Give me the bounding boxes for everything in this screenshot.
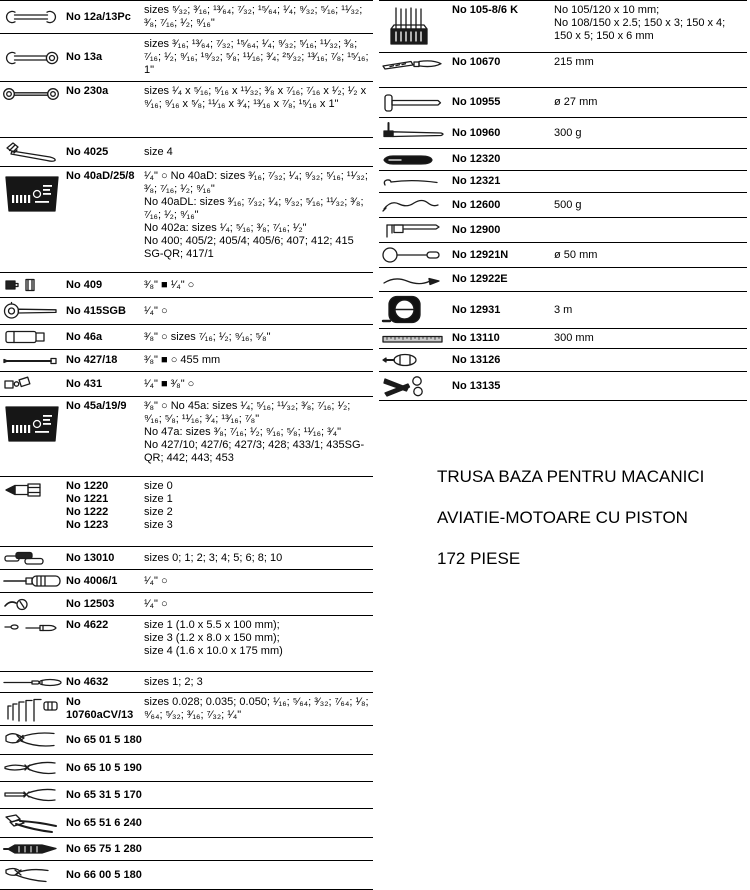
item-sizes: ³⁄₈" ○ No 45a: sizes ¹⁄₄; ⁵⁄₁₆; ¹¹⁄₃₂; ³⁄₈; ⁷⁄₁₆; ¹⁄₂; ⁹⁄₁₆; ⁵⁄₈; ¹¹⁄₁₆; ³⁄₄; ¹³⁄₁₆; ⁷⁄₈" <box>144 400 351 425</box>
drive-adapter-icon <box>0 276 66 294</box>
item-sizes: size 2 <box>144 506 173 518</box>
double-ring-wrench-icon <box>0 85 66 102</box>
item-number: No 66 00 5 180 <box>66 868 142 881</box>
scissors-icon <box>379 375 452 397</box>
item-sizes-cell <box>144 38 371 77</box>
catalog-row <box>0 397 373 477</box>
catalog-row <box>379 243 747 268</box>
item-number-cell <box>66 575 144 588</box>
item-sizes: sizes ⁵⁄₃₂; ³⁄₁₆; ¹³⁄₆₄; ⁷⁄₃₂; ¹⁵⁄₆₄; ¹⁄₄; ⁹⁄₃₂; ⁵⁄₁₆; ¹¹⁄₃₂; ³⁄₈; ⁷⁄₁₆; ¹⁄₂; ⁹⁄₁₆" <box>144 4 363 29</box>
item-number: No 431 <box>66 377 103 390</box>
item-sizes: ¹⁄₄" ○ No 40aD: sizes ³⁄₁₆; ⁷⁄₃₂; ¹⁄₄; ⁹⁄₃₂; ⁵⁄₁₆; ¹¹⁄₃₂; ³⁄₈; ⁷⁄₁₆; ¹⁄₂; ⁹⁄₁₆" <box>144 170 368 195</box>
item-sizes: ³⁄₈" ■ ¹⁄₄" ○ <box>144 278 195 291</box>
item-sizes-cell <box>554 96 745 109</box>
item-sizes: size 4 <box>144 145 173 158</box>
flat-nose-pliers-icon <box>0 785 66 805</box>
item-sizes-cell <box>144 146 371 159</box>
catalog-row <box>379 218 747 243</box>
item-number: No 12922E <box>452 273 508 285</box>
catalog-row <box>379 88 747 118</box>
item-sizes: 215 mm <box>554 56 594 68</box>
item-number-cell <box>66 843 144 856</box>
catalog-row <box>379 171 747 193</box>
item-sizes: No 47a: sizes ³⁄₈; ⁷⁄₁₆; ¹⁄₂; ⁹⁄₁₆; ⁵⁄₈; ¹¹⁄₁₆; ³⁄₄" <box>144 426 342 438</box>
catalog-row <box>0 138 373 167</box>
item-sizes-cell <box>144 85 371 111</box>
item-number-cell <box>66 331 144 344</box>
item-number-cell <box>66 676 144 689</box>
item-number-cell <box>66 696 144 722</box>
right-rows <box>379 0 747 401</box>
kit-note <box>437 468 704 591</box>
item-number-cell <box>66 146 144 159</box>
catalog-row <box>0 616 373 672</box>
catalog-row <box>379 329 747 349</box>
item-sizes: ¹⁄₄" ○ <box>144 574 168 587</box>
catalog-row <box>0 726 373 755</box>
catalog-row <box>0 167 373 273</box>
item-number: No 4632 <box>66 675 109 688</box>
item-number: No 13a <box>66 51 103 63</box>
note-piece-count: 172 PIESE <box>437 549 521 568</box>
item-number: No 13010 <box>66 551 115 564</box>
item-number: No 40aD/25/8 <box>66 170 135 182</box>
catalog-row <box>0 298 373 325</box>
inspection-mirror-icon <box>379 246 452 264</box>
universal-joint-icon <box>0 375 66 393</box>
catalog-row <box>0 809 373 838</box>
item-sizes: ø 50 mm <box>554 248 598 261</box>
catalog-row <box>0 34 373 82</box>
screwdriver-icon <box>0 573 66 589</box>
item-number-cell <box>452 96 554 109</box>
catalog-row <box>0 593 373 616</box>
item-number: No 409 <box>66 278 103 291</box>
item-sizes: sizes 1; 2; 3 <box>144 675 203 688</box>
bit-set-icon <box>0 550 66 566</box>
item-sizes-cell <box>144 354 371 367</box>
item-number: No 46a <box>66 330 103 343</box>
item-sizes-cell <box>554 332 745 345</box>
item-number: No 12320 <box>452 153 501 165</box>
item-sizes: sizes 0; 1; 2; 3; 4; 5; 6; 8; 10 <box>144 551 283 564</box>
item-sizes-cell <box>144 4 371 30</box>
catalog-row <box>379 149 747 171</box>
small-screwdrivers-icon <box>0 619 66 634</box>
item-number: No 65 10 5 190 <box>66 761 142 774</box>
hex-key-set-icon <box>0 696 66 722</box>
item-number-cell <box>66 480 144 532</box>
catalog-row <box>0 861 373 890</box>
item-sizes: 300 mm <box>554 332 594 344</box>
item-sizes: ¹⁄₄" ○ <box>144 597 168 610</box>
catalog-row <box>0 755 373 782</box>
extension-bar-icon <box>0 356 66 366</box>
item-sizes: No 40aDL: sizes ³⁄₁₆; ⁷⁄₃₂; ¹⁄₄; ⁹⁄₃₂; ⁵⁄₁₆; ¹¹⁄₃₂; ³⁄₈; ⁷⁄₁₆; ¹⁄₂; ⁹⁄₁₆" <box>144 196 364 221</box>
item-number: No 13110 <box>452 332 500 344</box>
item-sizes: size 1 (1.0 x 5.5 x 100 mm); <box>144 619 280 631</box>
item-sizes: ¹⁄₄" ○ <box>144 304 168 317</box>
item-number: No 65 75 1 280 <box>66 842 142 855</box>
item-number-cell <box>452 332 554 345</box>
item-number-cell <box>66 279 144 292</box>
item-number-cell <box>66 11 144 24</box>
item-number: No 12503 <box>66 597 115 610</box>
phillips-bit-icon <box>0 480 66 499</box>
item-sizes-cell <box>144 400 371 465</box>
catalog-row <box>0 570 373 593</box>
note-subtitle: AVIATIE-MOTOARE CU PISTON <box>437 508 688 527</box>
item-number-cell <box>452 127 554 140</box>
item-number: No 230a <box>66 85 109 97</box>
item-number-cell <box>66 869 144 882</box>
item-sizes-cell <box>554 249 745 262</box>
catalog-row <box>0 350 373 372</box>
right-column <box>379 0 747 401</box>
item-number-cell <box>66 354 144 367</box>
item-number: No 1223 <box>66 519 109 531</box>
item-number-cell <box>66 85 144 98</box>
item-number-cell <box>452 153 554 166</box>
item-sizes: 500 g <box>554 198 582 211</box>
item-sizes: size 0 <box>144 480 173 492</box>
catalog-row <box>0 693 373 726</box>
item-number-cell <box>452 380 554 393</box>
combination-wrench-icon <box>0 48 66 68</box>
catalog-row <box>0 838 373 861</box>
cross-pein-hammer-icon <box>379 121 452 145</box>
item-number-cell <box>66 789 144 802</box>
scraper-hook-icon <box>379 176 452 188</box>
item-number-cell <box>452 4 554 17</box>
tape-measure-icon <box>379 295 452 325</box>
oiler-icon <box>379 352 452 368</box>
item-sizes-cell <box>144 480 371 532</box>
item-number: No 10670 <box>452 56 501 68</box>
item-number: No 10955 <box>452 96 501 108</box>
item-sizes: No 402a: sizes ¹⁄₄; ⁵⁄₁₆; ³⁄₈; ⁷⁄₁₆; ¹⁄₂" <box>144 222 307 234</box>
item-number: No 12a/13Pc <box>66 10 131 23</box>
catalog-row <box>379 292 747 329</box>
item-number-cell <box>66 817 144 830</box>
catalog-row <box>379 53 747 88</box>
item-sizes: sizes 0.028; 0.035; 0.050; ¹⁄₁₆; ⁵⁄₆₄; ³⁄₃₂; ⁷⁄₆₄; ¹⁄₈; ⁹⁄₆₄; ⁵⁄₃₂; ³⁄₁₆; ⁷⁄₃₂; ¹⁄₄" <box>144 696 369 721</box>
item-number-cell <box>452 273 554 286</box>
bit-adapter-icon <box>0 596 66 612</box>
item-number-cell <box>66 51 144 64</box>
item-number-cell <box>66 552 144 565</box>
item-number: No 65 01 5 180 <box>66 733 142 746</box>
hand-file-icon <box>379 56 452 71</box>
item-number-cell <box>452 354 554 367</box>
item-sizes-cell <box>144 331 371 344</box>
item-number: No 1222 <box>66 506 109 518</box>
item-number: No 4006/1 <box>66 574 118 587</box>
catalog-row <box>379 268 747 292</box>
item-number-cell <box>66 400 144 413</box>
catalog-row <box>379 118 747 149</box>
item-number-cell <box>452 175 554 188</box>
steel-rule-icon <box>379 334 452 344</box>
pocket-knife-icon <box>379 154 452 166</box>
catalog-row <box>0 547 373 570</box>
item-sizes-cell <box>144 305 371 318</box>
item-sizes-cell <box>144 378 371 391</box>
item-number: No 427/18 <box>66 354 118 366</box>
catalog-row <box>379 372 747 401</box>
item-number-cell <box>66 598 144 611</box>
item-number: No 12600 <box>452 198 501 211</box>
item-number: No 4622 <box>66 619 109 631</box>
item-number-cell <box>452 199 554 212</box>
item-sizes-cell <box>144 598 371 611</box>
item-number: No 10960 <box>452 126 501 139</box>
item-sizes: No 400; 405/2; 405/4; 405/6; 407; 412; 415 SG-QR; 417/1 <box>144 235 354 260</box>
left-column <box>0 0 373 890</box>
item-sizes-cell <box>554 304 745 317</box>
diagonal-cutters-icon <box>0 864 66 886</box>
item-sizes: size 3 <box>144 519 173 531</box>
item-sizes-cell <box>144 279 371 292</box>
item-number: No 105-8/6 K <box>452 4 519 16</box>
item-sizes: ³⁄₈" ○ sizes ⁷⁄₁₆; ¹⁄₂; ⁹⁄₁₆; ⁵⁄₈" <box>144 330 271 343</box>
item-number-cell <box>66 378 144 391</box>
item-number: No 13135 <box>452 379 501 392</box>
item-number: No 4025 <box>66 145 109 158</box>
item-sizes-cell <box>554 56 745 69</box>
item-number: No 12931 <box>452 303 501 316</box>
catalog-row <box>379 193 747 218</box>
item-sizes-cell <box>144 170 371 261</box>
double-open-end-wrench-icon <box>0 7 66 27</box>
item-number: No 10760aCV/13 <box>66 696 134 721</box>
item-sizes: sizes ¹⁄₄ x ⁵⁄₁₆; ⁵⁄₁₆ x ¹¹⁄₃₂; ³⁄₈ x ⁷⁄₁₆; ⁷⁄₁₆ x ¹⁄₂; ¹⁄₂ x ⁹⁄₁₆; ⁹⁄₁₆ x ⁵⁄₈; ¹¹⁄₁₆ x ³⁄₄; ¹³⁄₁₆ x ⁷⁄₈; ¹⁵⁄₁₆ x 1" <box>144 85 367 110</box>
item-sizes: ø 27 mm <box>554 96 598 108</box>
item-number: No 415SGB <box>66 304 126 317</box>
catalog-row <box>0 273 373 298</box>
item-number-cell <box>66 734 144 747</box>
item-sizes: size 1 <box>144 493 173 505</box>
item-number-cell <box>66 305 144 318</box>
item-sizes-cell <box>144 552 371 565</box>
item-sizes-cell <box>144 619 371 658</box>
item-sizes: No 108/150 x 2.5; 150 x 3; 150 x 4; <box>554 17 726 29</box>
item-number-cell <box>66 170 144 183</box>
socket-set-case-icon <box>0 400 66 445</box>
catalog-row <box>379 1 747 53</box>
item-sizes-cell <box>554 4 745 43</box>
item-sizes-cell <box>144 575 371 588</box>
socket-set-case-icon <box>0 170 66 215</box>
item-sizes-cell <box>144 696 371 722</box>
water-pump-pliers-icon <box>0 812 66 834</box>
item-sizes: size 4 (1.6 x 10.0 x 175 mm) <box>144 645 283 657</box>
magnetic-pickup-icon <box>379 273 452 287</box>
vernier-caliper-icon <box>379 221 452 239</box>
combination-pliers-icon <box>0 729 66 751</box>
needle-file-set-icon <box>379 4 452 49</box>
item-number-cell <box>66 762 144 775</box>
item-number: No 12321 <box>452 175 501 187</box>
catalog-row <box>0 1 373 34</box>
item-number: No 12900 <box>452 223 501 236</box>
item-sizes: ¹⁄₄" ■ ³⁄₈" ○ <box>144 377 195 390</box>
item-sizes: No 427/10; 427/6; 427/3; 428; 433/1; 435SG-QR; 442; 443; 453 <box>144 439 365 464</box>
item-number: No 45a/19/9 <box>66 400 127 412</box>
catalog-row <box>0 372 373 397</box>
item-number: No 1220 <box>66 480 109 492</box>
item-sizes: No 105/120 x 10 mm; <box>554 4 660 16</box>
item-sizes: 300 g <box>554 126 582 139</box>
item-number: No 12921N <box>452 248 509 261</box>
item-number: No 1221 <box>66 493 109 505</box>
grip-pliers-icon <box>0 841 66 857</box>
item-number-cell <box>66 619 144 632</box>
catalog-row <box>0 782 373 809</box>
item-sizes: 150 x 5; 150 x 6 mm <box>554 30 654 42</box>
catalog-row <box>0 82 373 138</box>
catalog-row <box>0 325 373 350</box>
item-sizes-cell <box>554 199 745 212</box>
item-sizes-cell <box>144 676 371 689</box>
catalog-row <box>0 672 373 693</box>
thin-screwdriver-icon <box>0 677 66 687</box>
item-number-cell <box>452 249 554 262</box>
left-rows <box>0 0 373 890</box>
item-number: No 65 51 6 240 <box>66 816 142 829</box>
long-nose-pliers-icon <box>0 758 66 778</box>
item-number-cell <box>452 56 554 69</box>
item-number: No 65 31 5 170 <box>66 788 142 801</box>
ratchet-icon <box>0 301 66 321</box>
item-number: No 13126 <box>452 353 501 366</box>
ball-pein-hammer-icon <box>379 92 452 114</box>
item-sizes-cell <box>554 127 745 140</box>
item-sizes: sizes ³⁄₁₆; ¹³⁄₆₄; ⁷⁄₃₂; ¹⁵⁄₆₄; ¹⁄₄; ⁹⁄₃₂; ⁵⁄₁₆; ¹¹⁄₃₂; ³⁄₈; ⁷⁄₁₆; ¹⁄₂; ⁹⁄₁₆; ¹⁹⁄₃₂; ⁵⁄₈; ¹¹⁄₁₆; ³⁄₄; ²⁵⁄₃₂; ¹³⁄₁₆; ⁷⁄₈; ¹⁵⁄₁₆; 1" <box>144 38 369 76</box>
socket-icon <box>0 328 66 346</box>
item-sizes: size 3 (1.2 x 8.0 x 150 mm); <box>144 632 280 644</box>
flexible-wire-icon <box>379 196 452 214</box>
item-sizes: ³⁄₈" ■ ○ 455 mm <box>144 354 221 366</box>
catalog-row <box>0 477 373 547</box>
item-number-cell <box>452 224 554 237</box>
catalog-row <box>379 349 747 372</box>
item-sizes: 3 m <box>554 303 573 316</box>
note-title: TRUSA BAZA PENTRU MACANICI <box>437 467 705 486</box>
adjustable-wrench-icon <box>0 141 66 163</box>
item-number-cell <box>452 304 554 317</box>
